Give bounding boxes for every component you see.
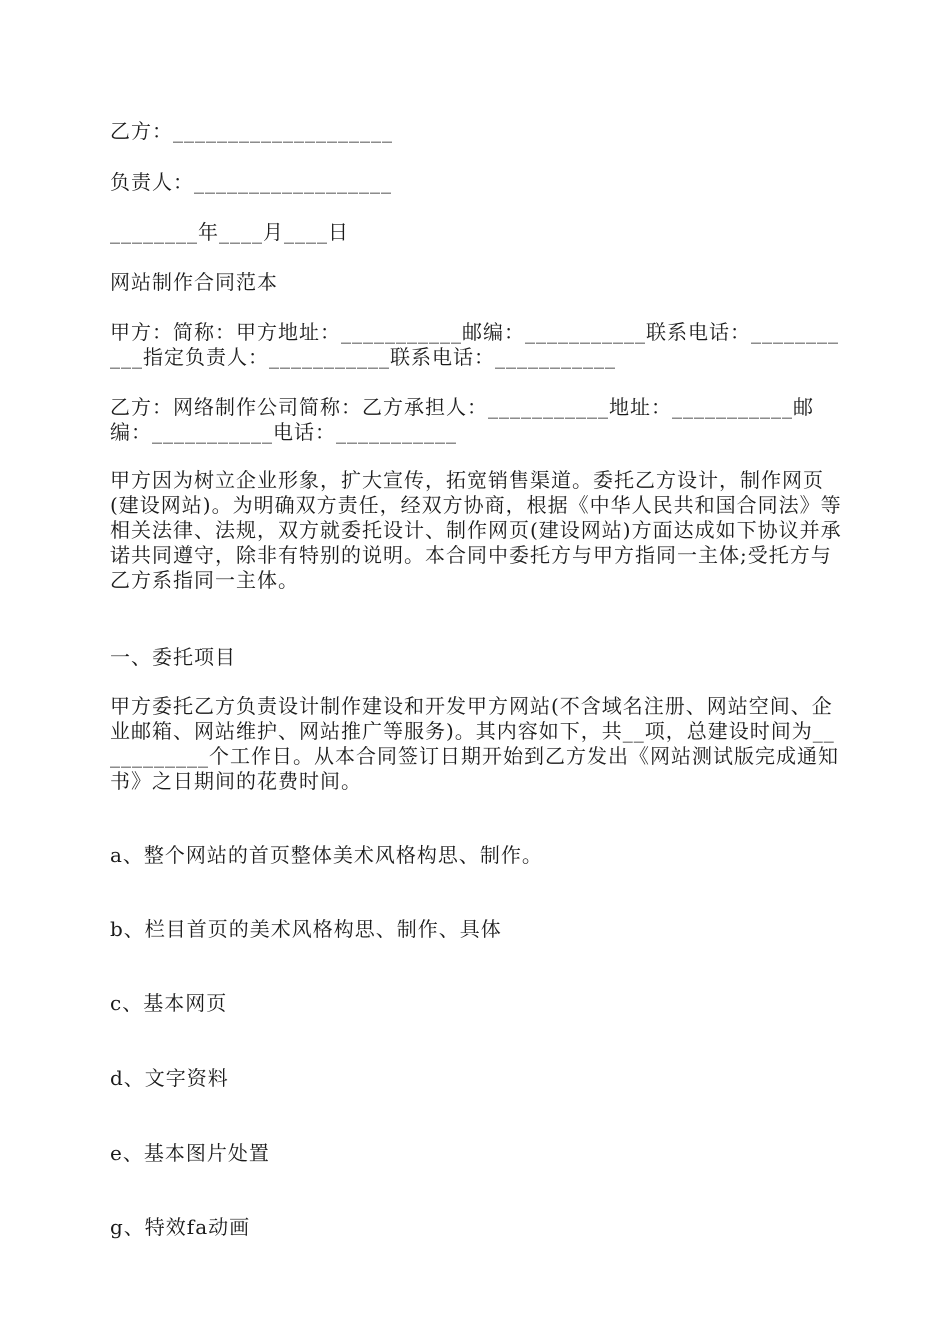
- list-item: e、基本图片处置: [110, 1141, 270, 1165]
- responsible-person-signature-line: 负责人：__________________: [110, 170, 392, 194]
- party-b-info: 乙方：网络制作公司简称：乙方承担人：___________地址：___________邮编：___________电话：___________: [110, 395, 814, 444]
- party-a-info: 甲方：简称：甲方地址：___________邮编：___________联系电话：___________指定负责人：___________联系电话：___________: [110, 320, 839, 369]
- list-item: c、基本网页: [110, 991, 228, 1015]
- date-line: ________年____月____日: [110, 220, 349, 244]
- preamble-paragraph: 甲方因为树立企业形象，扩大宣传，拓宽销售渠道。委托乙方设计，制作网页(建设网站)。为明确双方责任，经双方协商，根据《中华人民共和国合同法》等相关法律、法规，双方就委托设计、制作网页(建设网站)方面达成如下协议并承诺共同遵守，除非有特别的说明。本合同中委托方与甲方指同一主体;受托方与乙方系指同一主体。: [110, 468, 842, 592]
- list-item: b、栏目首页的美术风格构思、制作、具体: [110, 917, 502, 941]
- list-item: g、特效fa动画: [110, 1215, 251, 1239]
- list-item: d、文字资料: [110, 1066, 229, 1090]
- document-title: 网站制作合同范本: [110, 270, 278, 294]
- list-item: a、整个网站的首页整体美术风格构思、制作。: [110, 843, 543, 867]
- party-b-signature-line: 乙方：____________________: [110, 119, 393, 143]
- section-1-body: 甲方委托乙方负责设计制作建设和开发甲方网站(不含域名注册、网站空间、企业邮箱、网站维护、网站推广等服务)。其内容如下，共__项，总建设时间为___________个工作日。从本合同签订日期开始到乙方发出《网站测试版完成通知书》之日期间的花费时间。: [110, 694, 839, 793]
- section-1-heading: 一、委托项目: [110, 645, 236, 669]
